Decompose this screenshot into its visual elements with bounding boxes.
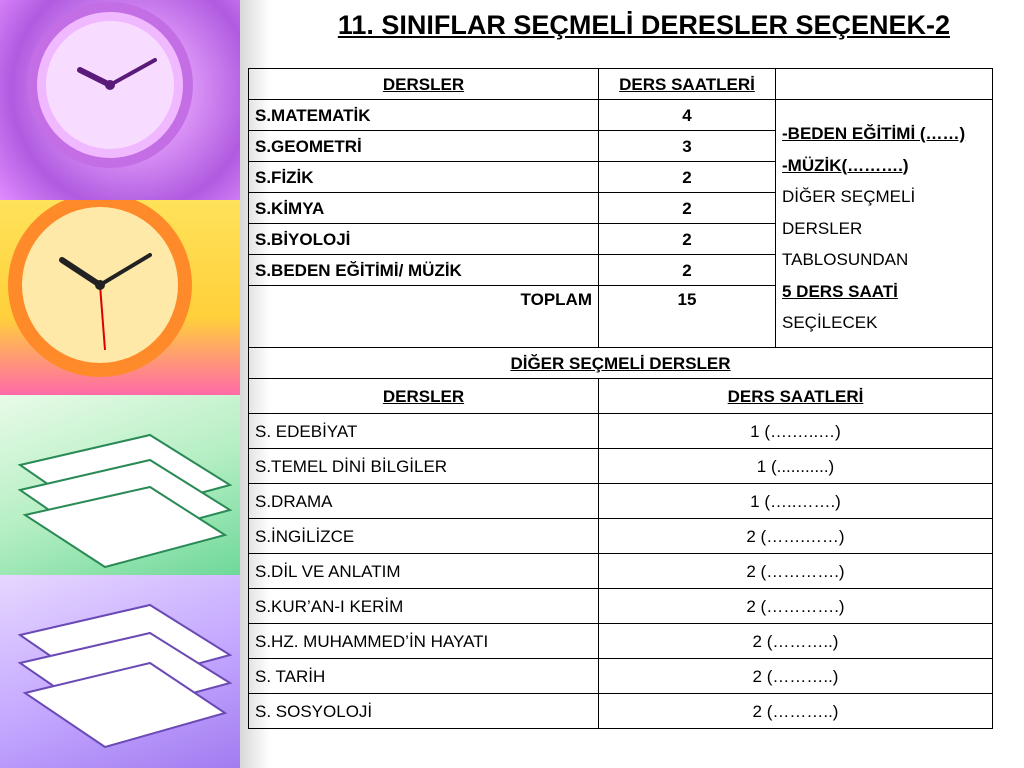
table-row [249,519,993,554]
course-name: S.TEMEL DİNİ BİLGİLER [249,449,599,484]
note-line: DİĞER SEÇMELİ [782,187,916,206]
page-title: 11. SINIFLAR SEÇMELİ DERESLER SEÇENEK-2 [337,10,950,40]
note-line: TABLOSUNDAN [782,250,909,269]
header-hours: DERS SAATLERİ [599,69,776,100]
course-name: S.DRAMA [249,484,599,519]
course-hours: 2 [599,162,776,193]
orange-clock-image [0,200,240,395]
course-name: S.GEOMETRİ [249,131,599,162]
header-courses: DERSLER [249,379,599,414]
note-line: -BEDEN EĞİTİMİ (……) [782,124,966,143]
table-row [249,624,993,659]
course-name: S.FİZİK [249,162,599,193]
course-name: S. SOSYOLOJİ [249,694,599,729]
course-name: S.BİYOLOJİ [249,224,599,255]
course-hours: 2 (………..) [599,694,993,729]
courses-table-wrapper [248,68,993,729]
decorative-image-strip [0,0,240,768]
note-line: DERSLER [782,218,863,238]
course-hours: 1 (...........) [599,449,993,484]
note-line: SEÇİLECEK [782,313,878,332]
note-line: -MÜZİK(……….) [782,155,909,175]
course-hours: 4 [599,100,776,131]
course-hours: 2 [599,224,776,255]
header-hours: DERS SAATLERİ [599,379,993,414]
course-name: S. TARİH [249,659,599,694]
course-hours: 3 [599,131,776,162]
note-line: 5 DERS SAATİ [782,281,898,301]
table-row [249,554,993,589]
table-row [249,694,993,729]
course-hours: 1 (….…..…) [599,414,993,449]
clock-icon [0,200,240,395]
course-name: S.BEDEN EĞİTİMİ/ MÜZİK [249,255,599,286]
total-label: TOPLAM [249,286,599,348]
course-name: S.KUR’AN-I KERİM [249,589,599,624]
course-hours: 2 (………….) [599,589,993,624]
course-hours: 1 (…..…….) [599,484,993,519]
course-name: S.HZ. MUHAMMED’İN HAYATI [249,624,599,659]
course-hours: 2 (………..) [599,624,993,659]
table-row [249,659,993,694]
clock-icon [0,0,240,200]
purple-books-image [0,575,240,768]
purple-clock-image [0,0,240,200]
total-value: 15 [599,286,776,348]
table1-header-row [249,69,993,100]
section-title-row [249,348,993,379]
courses-table [248,68,993,729]
books-icon [0,395,240,575]
table-row [249,414,993,449]
course-name: S.MATEMATİK [249,100,599,131]
course-name: S. EDEBİYAT [249,414,599,449]
course-hours: 2 (………….) [599,554,993,589]
course-name: S.İNGİLİZCE [249,519,599,554]
header-empty [776,69,993,100]
course-hours: 2 (………..) [599,659,993,694]
course-name: S.DİL VE ANLATIM [249,554,599,589]
table-row [249,484,993,519]
books-icon [0,575,240,768]
selection-note [776,100,993,348]
table-row [249,589,993,624]
course-name: S.KİMYA [249,193,599,224]
other-electives-title: DİĞER SEÇMELİ DERSLER [249,348,993,379]
course-hours: 2 (…….……) [599,519,993,554]
green-books-image [0,395,240,575]
table2-header-row [249,379,993,414]
course-hours: 2 [599,193,776,224]
course-hours: 2 [599,255,776,286]
header-courses: DERSLER [249,69,599,100]
table-row [249,449,993,484]
table-row [249,100,993,131]
